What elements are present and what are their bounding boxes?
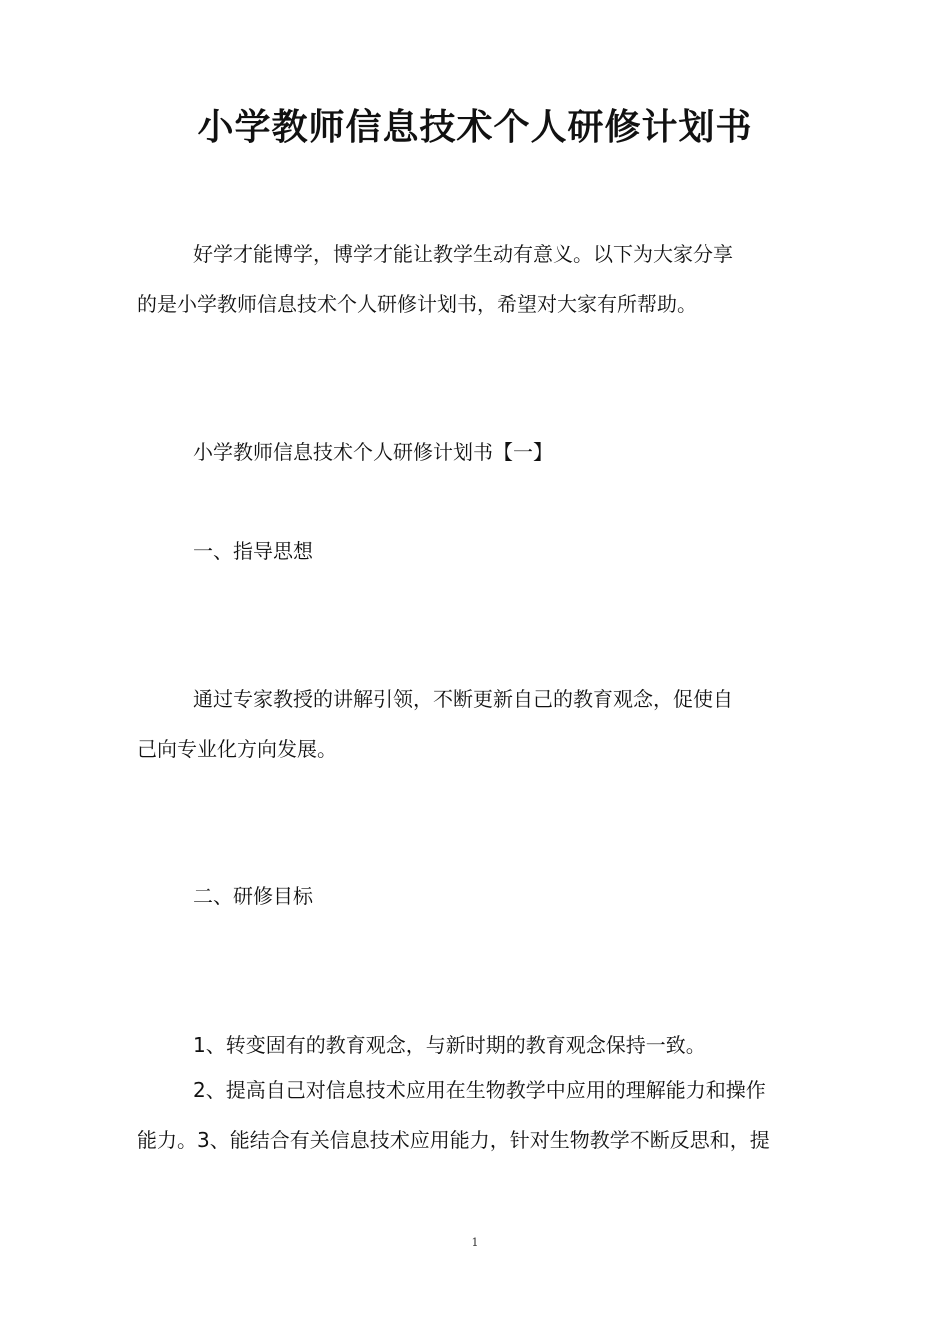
- part2-item-1: 1、转变固有的教育观念，与新时期的教育观念保持一致。: [193, 1033, 706, 1057]
- part1-paragraph-line-1: 通过专家教授的讲解引领，不断更新自己的教育观念，促使自: [193, 687, 733, 711]
- part1-heading: 一、指导思想: [193, 539, 313, 563]
- part2-heading: 二、研修目标: [193, 884, 313, 908]
- section-heading: 小学教师信息技术个人研修计划书【一】: [193, 440, 553, 464]
- part1-paragraph-line-2: 己向专业化方向发展。: [137, 737, 337, 761]
- part2-item-2-line-1: 2、提高自己对信息技术应用在生物教学中应用的理解能力和操作: [193, 1078, 766, 1102]
- intro-line-2: 的是小学教师信息技术个人研修计划书，希望对大家有所帮助。: [137, 292, 697, 316]
- page-number: 1: [471, 1236, 479, 1249]
- document-title: 小学教师信息技术个人研修计划书: [197, 107, 753, 148]
- part2-item-2-line-2: 能力。3、能结合有关信息技术应用能力，针对生物教学不断反思和，提: [137, 1128, 770, 1152]
- intro-line-1: 好学才能博学，博学才能让教学生动有意义。以下为大家分享: [193, 242, 733, 266]
